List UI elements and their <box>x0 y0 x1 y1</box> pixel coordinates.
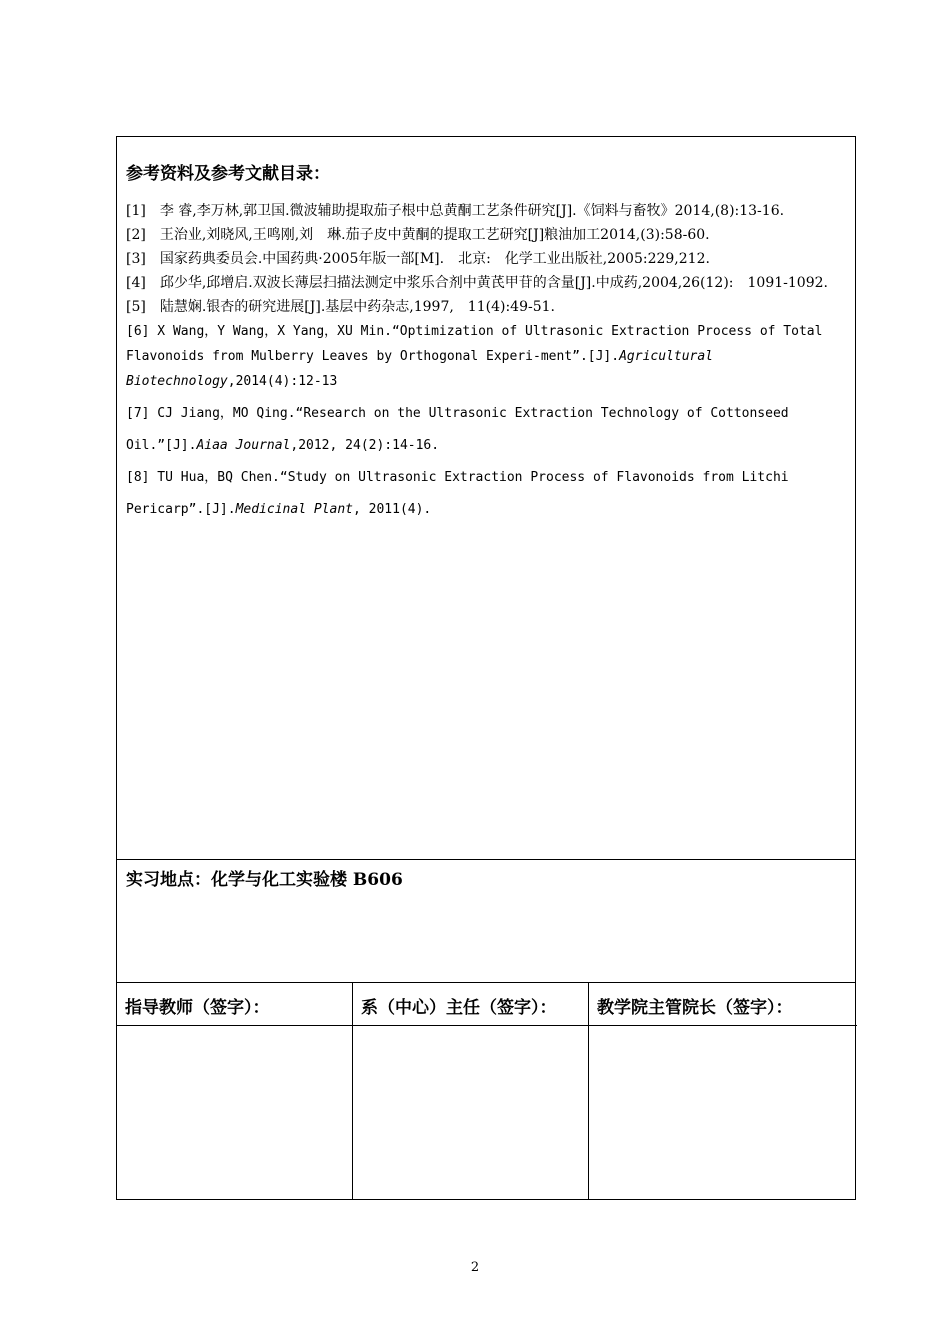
reference-list <box>126 199 850 526</box>
reference-item-4: [4] 邱少华,邱增启.双波长薄层扫描法测定中浆乐合剂中黄芪甲苷的含量[J].中成药,2004,26(12): 1091-1092. <box>126 275 828 291</box>
reference-item-8 <box>126 462 850 526</box>
signature-column-dean <box>589 983 857 1199</box>
internship-location-section <box>117 860 855 983</box>
references-heading: 参考资料及参考文献目录： <box>126 164 330 184</box>
reference-item-6 <box>126 319 850 394</box>
page-number: 2 <box>470 1260 480 1275</box>
reference-7-journal: Aiaa Journal <box>196 438 291 453</box>
reference-item-1: [1] 李 睿,李万林,郭卫国.微波辅助提取茄子根中总黄酮工艺条件研究[J].《饲料与畜牧》2014,(8):13-16. <box>126 203 785 219</box>
department-head-signature-label: 系（中心）主任（签字）： <box>353 983 588 1026</box>
reference-8-tail: , 2011(4). <box>352 502 432 517</box>
internship-location-label: 实习地点：化学与化工实验楼 B606 <box>126 870 403 890</box>
reference-item-2: [2] 王治业,刘晓风,王鸣刚,刘 琳.茄子皮中黄酮的提取工艺研究[J]粮油加工2014,(3):58-60. <box>126 227 710 243</box>
signature-section <box>117 983 855 1199</box>
dean-signature-label: 教学院主管院长（签字）： <box>589 983 857 1026</box>
signature-column-advisor <box>117 983 353 1199</box>
reference-7-main: [7] CJ Jiang，MO Qing.“Research on the Ultrasonic Extraction Technology of Cottonseed Oil.”[J]. <box>126 406 789 453</box>
reference-item-5: [5] 陆慧娴.银杏的研究进展[J].基层中药杂志,1997, 11(4):49-51. <box>126 299 555 315</box>
reference-8-journal: Medicinal Plant <box>235 502 353 517</box>
reference-6-main: [6] X Wang，Y Wang，X Yang，XU Min.“Optimization of Ultrasonic Extraction Process of Total Flavonoids from Mulberry Leaves by Orthogonal Experi-ment”.[J]. <box>126 324 823 364</box>
advisor-signature-label: 指导教师（签字）： <box>117 983 352 1026</box>
reference-8-main: [8] TU Hua，BQ Chen.“Study on Ultrasonic Extraction Process of Flavonoids from Litchi Pericarp”.[J]. <box>126 470 789 517</box>
form-table <box>116 136 856 1200</box>
reference-6-tail: ,2014(4):12-13 <box>227 374 338 389</box>
reference-6-journal: Agricultural Biotechnology <box>126 349 714 389</box>
reference-item-3: [3] 国家药典委员会.中国药典·2005年版一部[M]. 北京: 化学工业出版社,2005:229,212. <box>126 251 710 267</box>
signature-column-department-head <box>353 983 589 1199</box>
reference-7-tail: ,2012, 24(2):14-16. <box>290 438 440 453</box>
references-section <box>117 137 855 860</box>
reference-item-7 <box>126 398 850 462</box>
